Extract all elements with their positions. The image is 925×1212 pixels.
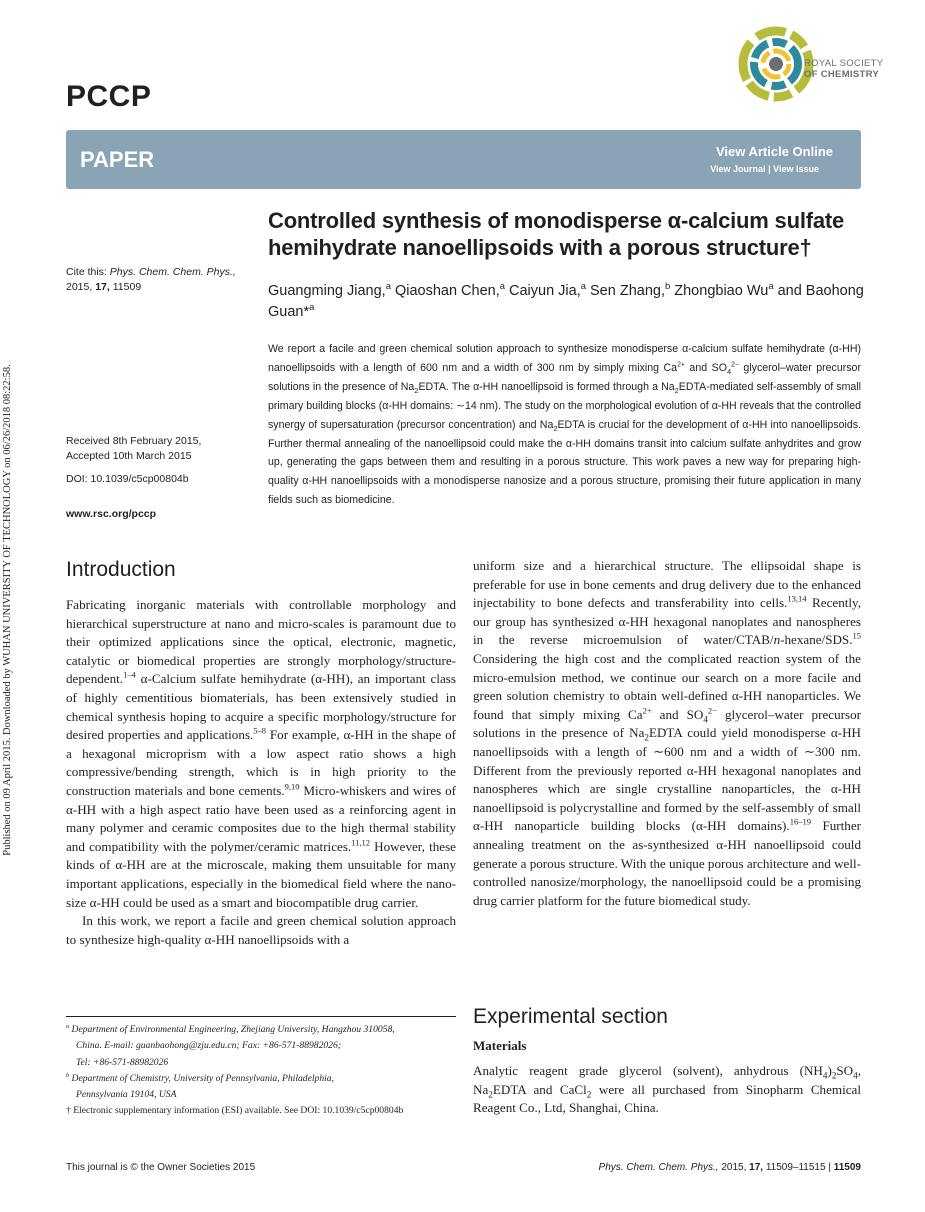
footnotes xyxy=(66,1022,458,1120)
author[interactable]: Guangming Jiang,$^a$ xyxy=(268,280,391,299)
paragraph: In this work, we report a facile and green chemical solution approach to synthesize high-quality α-HH nanoellipsoids with a xyxy=(66,913,456,947)
article-type-banner xyxy=(66,130,861,189)
cite-page: 11509 xyxy=(112,281,142,293)
affiliation-a-tel: Tel: +86-571-88982026 xyxy=(76,1056,169,1068)
introduction-column-left xyxy=(66,596,456,949)
journal-url-link[interactable]: www.rsc.org/pccp xyxy=(66,508,157,520)
affiliation-a: $^a$ Department of Environmental Engineering, Zhejiang University, Hangzhou 310058, xyxy=(66,1022,395,1035)
esi-note[interactable]: † Electronic supplementary information (ESI) available. See DOI: 10.1039/c5cp00804b xyxy=(66,1105,404,1117)
author[interactable]: Sen Zhang,$^b$ xyxy=(590,280,671,299)
author-list xyxy=(268,281,868,323)
journal-name: PCCP xyxy=(66,80,152,113)
introduction-column-right xyxy=(473,557,861,910)
cite-year: 2015, xyxy=(66,281,93,293)
view-article-online-link[interactable]: View Article Online xyxy=(715,144,833,159)
rsc-logo-line1: ROYAL SOCIETY xyxy=(804,58,884,69)
article-type-label: PAPER xyxy=(80,147,155,172)
experimental-heading: Experimental section xyxy=(473,1005,668,1028)
view-issue-link[interactable]: View Issue xyxy=(773,164,819,174)
materials-text: Analytic reagent grade glycerol (solvent), anhydrous $(NH_4)_2SO_4$, $Na_2EDTA$ and CaCl$_2$ were all purchased from Sinopharm Chemical Reagent Co., Ltd, Shanghai, China. xyxy=(473,1063,861,1116)
page-number: 11509 xyxy=(833,1162,861,1173)
abstract: We report a facile and green chemical solution approach to synthesize monodisperse α-calcium sulfate hemihydrate (α-HH) nanoellipsoids with a length of 600 nm and a width of 300 nm by simply mixing $Ca^{2+}$ and $SO_4^{2-}$ glycerol–water precursor solutions in the presence of $Na_2EDTA$. The α-HH nanoellipsoid is formed through a $Na_2EDTA$-mediated self-assembly of small primary building blocks (α-HH domains: ∼14 nm). The study on the morphological evolution of α-HH reveals that the controlled synergy of supersaturation (precursor concentration) and $Na_2EDTA$ is crucial for the development of α-HH into nanoellipsoids. Further thermal annealing of the nanoellipsoid could make the α-HH domains transit into calcium sulfate anhydrites and grow up, generating the gaps between them and resulting in a porous structure. This work paves a new way for preparing high-quality α-HH nanoellipsoids with a monodisperse nanosize and a porous structure, promising their future application in many fields such as biomedicine. xyxy=(268,343,862,507)
materials-heading: Materials xyxy=(473,1038,527,1053)
author[interactable]: Zhongbiao Wu$^a$ xyxy=(674,280,774,299)
cite-label: Cite this: xyxy=(66,266,107,278)
cite-this xyxy=(66,265,256,295)
rsc-logo-line2: OF CHEMISTRY xyxy=(804,69,880,80)
doi[interactable]: DOI: 10.1039/c5cp00804b xyxy=(66,473,189,485)
affiliation-b-address: Pennsylvania 19104, USA xyxy=(76,1089,177,1101)
paragraph: uniform size and a hierarchical structure. The ellipsoidal shape is preferable for use in bone cements and drug delivery due to the enhanced injectability to bone defects and transferability into cells.$^{13,14}$ Recently, our group has synthesized α-HH hexagonal nanoplates and nanospheres in the reverse microemulsion of water/CTAB/n-hexane/SDS.$^{15}$ Considering the high cost and the complicated reaction system of the micro-emulsion method, we continue our search on a more facile and green solution chemistry to obtain well-defined α-HH nanoparticles. We found that simply mixing $Ca^{2+}$ and $SO_4^{2-}$ glycerol–water precursor solutions in the presence of $Na_2EDTA$ could yield monodisperse α-HH nanoellipsoids with a length of ∼600 nm and a width of ∼300 nm. Different from the previously reported α-HH hexagonal nanoplates and nanospheres which are single crystalline nanoparticles, the α-HH nanoellipsoid is polycrystalline and formed by the self-assembly of small α-HH nanoparticle building blocks (α-HH domains).$^{16-19}$ Further annealing treatment on the as-synthesized α-HH nanoellipsoid could generate a porous structure. With the unique porous architecture and well-controlled nanosize/morphology, the nanoellipsoid could be a promising drug carrier platform for the future biomedical study. xyxy=(473,558,861,908)
footnote-divider xyxy=(66,1016,456,1017)
footer-citation: Phys. Chem. Chem. Phys., 2015, 17, 11509–11515 | 11509 xyxy=(598,1162,861,1173)
author[interactable]: and Baohong Guan*$^a$ xyxy=(268,283,864,320)
cite-volume: 17, xyxy=(95,281,110,293)
received-date: Received 8th February 2015, xyxy=(66,435,202,447)
footer-copyright: This journal is © the Owner Societies 2015 xyxy=(66,1162,256,1173)
view-journal-link[interactable]: View Journal xyxy=(710,164,766,174)
banner-link-separator: | xyxy=(768,164,771,174)
received-dates xyxy=(66,434,266,464)
author[interactable]: Caiyun Jia,$^a$ xyxy=(509,280,586,299)
rsc-logo-text xyxy=(804,58,883,80)
paragraph: Fabricating inorganic materials with controllable morphology and hierarchical superstructure at nano and micro-scales is paramount due to their optimized applications since the optical, electronic, magnetic, catalytic or biomedical properties are strongly morphology/structure-dependent.$^{1-4}$ α-Calcium sulfate hemihydrate (α-HH), an important class of highly cementitious biomaterials, has been extensively studied in chemical synthesis hoping to acquire a specific morphology/structure for desired properties and applications.$^{5-8}$ For example, α-HH in the shape of a hexagonal microprism with a low aspect ratio shows a high compressive/bending strength, which is in high priority to the construction materials and bone cements.$^{9,10}$ Micro-whiskers and wires of α-HH with a high aspect ratio have been used as a reinforcing agent in many polymer and ceramic composites due to the high thermal stability and compatibility with the polymer/ceramic matrices.$^{11,12}$ However, these kinds of α-HH are at the microscale, making them unsuitable for many important applications, especially in the biomedical field where the nano-size α-HH could be used as a smart and biocompatible drug carrier. xyxy=(66,597,456,910)
affiliation-a-contact[interactable]: China. E-mail: guanbaohong@zju.edu.cn; Fax: +86-571-88982026; xyxy=(76,1040,341,1052)
introduction-heading: Introduction xyxy=(66,558,176,581)
banner-links xyxy=(710,164,819,174)
accepted-date: Accepted 10th March 2015 xyxy=(66,450,192,462)
affiliation-b: $^b$ Department of Chemistry, University of Pennsylvania, Philadelphia, xyxy=(66,1071,334,1084)
author[interactable]: Qiaoshan Chen,$^a$ xyxy=(394,280,505,299)
cite-journal: Phys. Chem. Chem. Phys., xyxy=(109,266,236,278)
download-stamp: Published on 09 April 2015. Downloaded by WUHAN UNIVERSITY OF TECHNOLOGY on 06/26/2018 08:22:58. xyxy=(2,364,13,856)
article-title: Controlled synthesis of monodisperse α-calcium sulfate hemihydrate nanoellipsoids with a porous structure† xyxy=(268,208,845,260)
